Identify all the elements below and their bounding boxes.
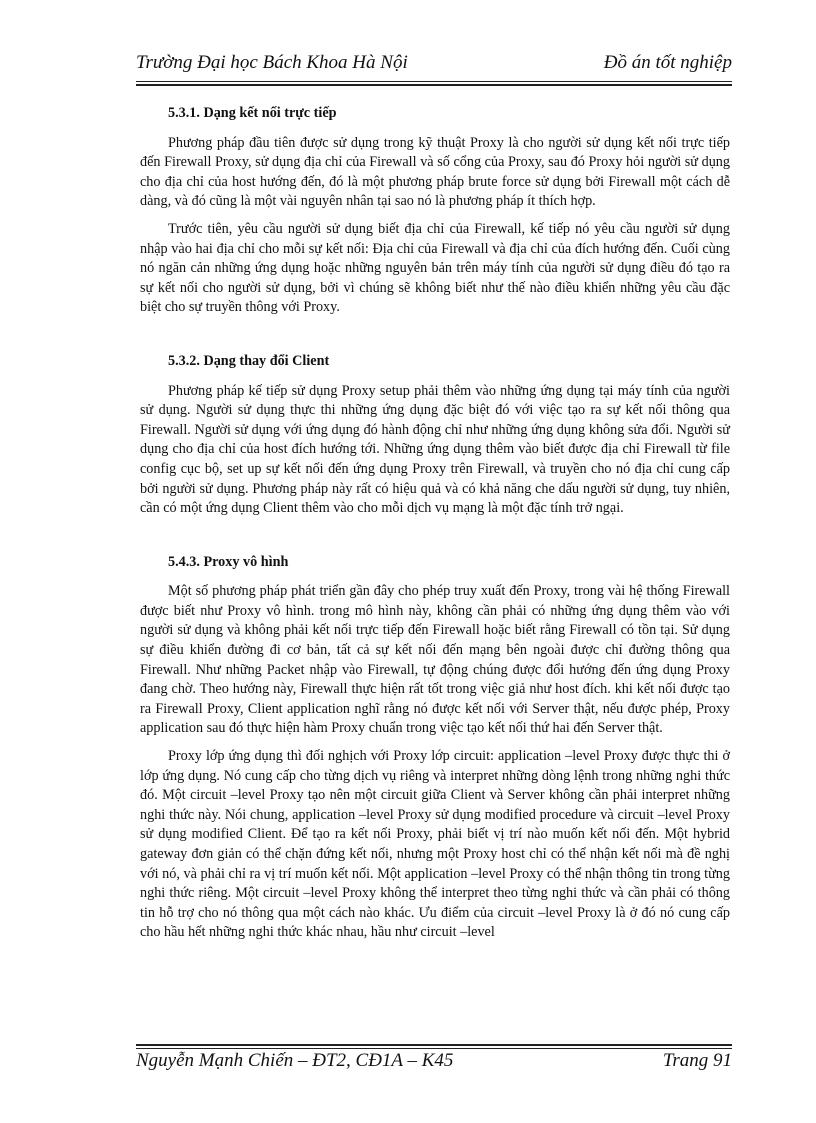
section-heading-531: 5.3.1. Dạng kết nối trực tiếp bbox=[168, 105, 337, 121]
section-spacer bbox=[140, 527, 730, 553]
header-rule bbox=[136, 81, 732, 86]
page-body bbox=[140, 104, 730, 951]
section-spacer bbox=[140, 326, 730, 352]
section-heading-543: 5.4.3. Proxy vô hình bbox=[168, 553, 289, 570]
paragraph: Trước tiên, yêu cầu người sử dụng biết địa chỉ của Firewall, kế tiếp nó yêu cầu người sử dụng nhập vào hai địa chỉ cho mỗi sự kết nối: Địa chỉ của Firewall và địa chỉ của đích hướng đến. Cuối cùng nó ngăn cản những ứng dụng hoặc những nguyên bản trên máy tính của người sử dụng điều đó tạo ra sự kết nối cho người sử dụng, bởi vì chúng sẽ không biết như thế nào điều khiển những yêu cầu đặc biệt cho sự truyền thông với Proxy. bbox=[140, 220, 730, 316]
header-school: Trường Đại học Bách Khoa Hà Nội bbox=[136, 52, 408, 73]
paragraph: Phương pháp đầu tiên được sử dụng trong kỹ thuật Proxy là cho người sử dụng kết nối trực tiếp đến Firewall Proxy, sử dụng địa chỉ của Firewall và số cổng của Proxy, sau đó Proxy hỏi người sử dụng cho địa chỉ của host hướng đến, đó là một phương pháp brute force sử dụng bởi Firewall một cách dễ dàng, và đó cũng là một vài nguyên nhân tại sao nó là phương pháp ít thích hợp. bbox=[140, 134, 730, 210]
paragraph: Phương pháp kế tiếp sử dụng Proxy setup phải thêm vào những ứng dụng tại máy tính của người sử dụng. Người sử dụng thực thi những ứng dụng đặc biệt đó với việc tạo ra sự kết nối thông qua Firewall. Người sử dụng với ứng dụng đó hành động chỉ như những ứng dụng không sửa đổi. Người sử dụng cho địa chỉ của host đích hướng tới. Những ứng dụng thêm vào biết được địa chỉ Firewall từ file config cục bộ, set up sự kết nối đến ứng dụng Proxy trên Firewall, và truyền cho nó địa chỉ cung cấp bởi người sử dụng. Phương pháp này rất có hiệu quả và có khả năng che dấu người sử dụng, tuy nhiên, cần có một ứng dụng Client thêm vào cho mỗi dịch vụ mạng là một đặc tính trở ngại. bbox=[140, 382, 730, 517]
footer-rule bbox=[136, 1044, 732, 1049]
footer-author: Nguyễn Mạnh Chiến – ĐT2, CĐ1A – K45 bbox=[136, 1050, 454, 1071]
page-header bbox=[136, 52, 732, 80]
header-doc-type: Đồ án tốt nghiệp bbox=[603, 52, 732, 73]
page-footer bbox=[136, 1050, 732, 1078]
paragraph: Proxy lớp ứng dụng thì đối nghịch với Proxy lớp circuit: application –level Proxy được thực thi ở lớp ứng dụng. Nó cung cấp cho từng dịch vụ riêng và interpret những dòng lệnh trong những nghi thức đó. Một circuit –level Proxy tạo nên một circuit giữa Client và Server không cần phải interpret những nghi thức này. Nói chung, application –level Proxy sử dụng modified procedure và circuit –level Proxy sử dụng modified Client. Để tạo ra kết nối Proxy, phải biết vị trí nào muốn kết nối đến. Một hybrid gateway đơn giản có thể chặn đứng kết nối, nhưng một Proxy host chỉ có thể nhận kết nối mà đề nghị với nó, và phải chỉ ra vị trí muốn kết nối. Một application –level Proxy có thể nhận thông tin trong từng nghi thức riêng. Một circuit –level Proxy không thể interpret theo từng nghi thức và cần phải có thông tin hỗ trợ cho nó thông qua một cách nào khác. Ưu điểm của circuit –level Proxy là ở đó nó cung cấp cho hầu hết những nghi thức khác nhau, hầu như circuit –level bbox=[140, 748, 730, 941]
paragraph: Một số phương pháp phát triển gần đây cho phép truy xuất đến Proxy, trong vài hệ thống Firewall được biết như Proxy vô hình. trong mô hình này, không cần phải có những ứng dụng thêm vào với người sử dụng và không phải kết nối trực tiếp đến Firewall hoặc biết rằng Firewall có tồn tại. Sử dụng sự điều khiển đường đi cơ bản, tất cả sự kết nối đến mạng bên ngoài được chỉ đường thông qua Firewall. Như những Packet nhập vào Firewall, tự động chúng được đổi hướng đến ứng dụng Proxy đang chờ. Theo hướng này, Firewall thực hiện rất tốt trong việc giả như host đích. khi kết nối được tạo ra Firewall Proxy, Client application nghĩ rằng nó được kết nối với Server thật, nếu được phép, Proxy application sau đó thực hiện hàm Proxy chuẩn trong việc tạo kết nối thứ hai đến Server thật. bbox=[140, 583, 730, 737]
footer-page-number: Trang 91 bbox=[662, 1050, 732, 1071]
section-heading-532: 5.3.2. Dạng thay đổi Client bbox=[168, 352, 330, 369]
